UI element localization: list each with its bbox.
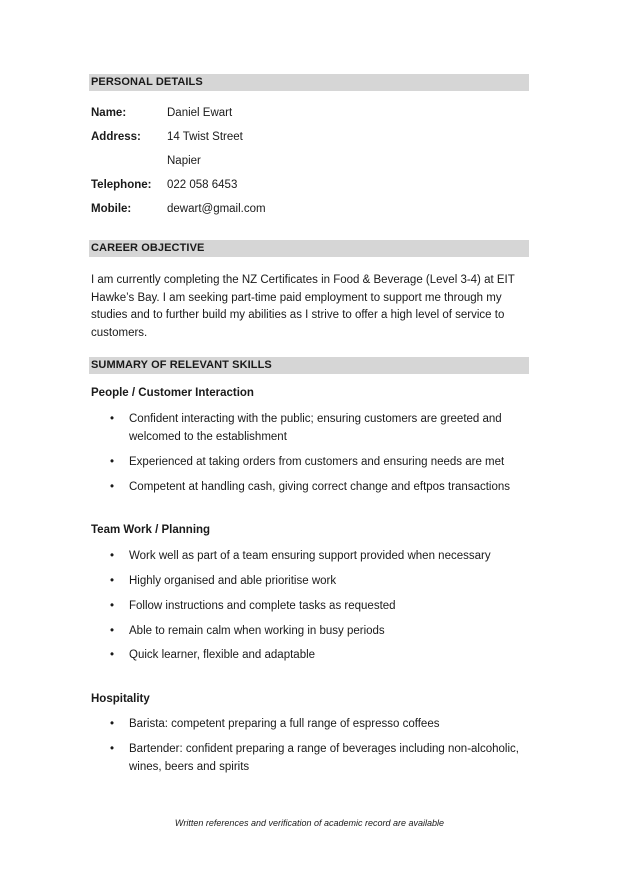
name-label: Name: [91,107,127,119]
objective-line: I am currently completing the NZ Certificates in Food & Beverage (Level 3-4) at EIT [91,274,515,286]
skill-line: wines, beers and spirits [129,760,250,773]
skills-group-title: Hospitality [91,693,150,705]
telephone-value: 022 058 6453 [167,179,238,191]
objective-line: studies and to further build my abilities as I strive to offer a high level of service to [91,309,505,321]
bullet-icon: • [110,718,115,730]
skill-line: Able to remain calm when working in busy periods [129,625,385,637]
objective-line: customers. [91,326,148,339]
bullet-icon: • [110,481,115,493]
references-note: Written references and verification of academic record are available [174,818,445,828]
bullet-icon: • [110,550,115,562]
address-line2: Napier [167,155,201,167]
bullet-icon: • [110,743,115,755]
skills-group-title: Team Work / Planning [91,524,211,536]
mobile-value: dewart@gmail.com [167,203,266,215]
objective-line: Hawke’s Bay. I am seeking part-time paid employment to support me through my [91,291,502,304]
bullet-icon: • [110,600,115,612]
bullet-icon: • [110,649,115,661]
skill-line: Bartender: confident preparing a range of beverages including non-alcoholic, [129,743,519,755]
career-objective-heading: CAREER OBJECTIVE [89,240,529,257]
skills-heading: SUMMARY OF RELEVANT SKILLS [89,357,529,374]
skill-line: Quick learner, flexible and adaptable [129,649,316,661]
telephone-label: Telephone: [91,179,152,191]
bullet-icon: • [110,456,115,468]
name-value: Daniel Ewart [167,107,233,119]
address-line1: 14 Twist Street [167,131,243,143]
bullet-icon: • [110,413,115,425]
mobile-label: Mobile: [91,203,132,215]
skills-group-title: People / Customer Interaction [91,387,254,399]
skill-line: Confident interacting with the public; ensuring customers are greeted and [129,413,502,425]
address-label: Address: [91,131,141,143]
personal-details-heading: PERSONAL DETAILS [89,74,529,91]
skill-line: Work well as part of a team ensuring support provided when necessary [129,550,491,562]
bullet-icon: • [110,625,115,637]
bullet-icon: • [110,575,115,587]
skill-line: Highly organised and able prioritise work [129,575,337,587]
skill-line: Follow instructions and complete tasks as requested [129,600,396,612]
skill-line: Experienced at taking orders from customers and ensuring needs are met [129,456,505,468]
skill-line: welcomed to the establishment [129,430,287,443]
skill-line: Barista: competent preparing a full range of espresso coffees [129,718,440,730]
skill-line: Competent at handling cash, giving correct change and eftpos transactions [129,481,511,493]
career-objective-text [91,272,523,342]
